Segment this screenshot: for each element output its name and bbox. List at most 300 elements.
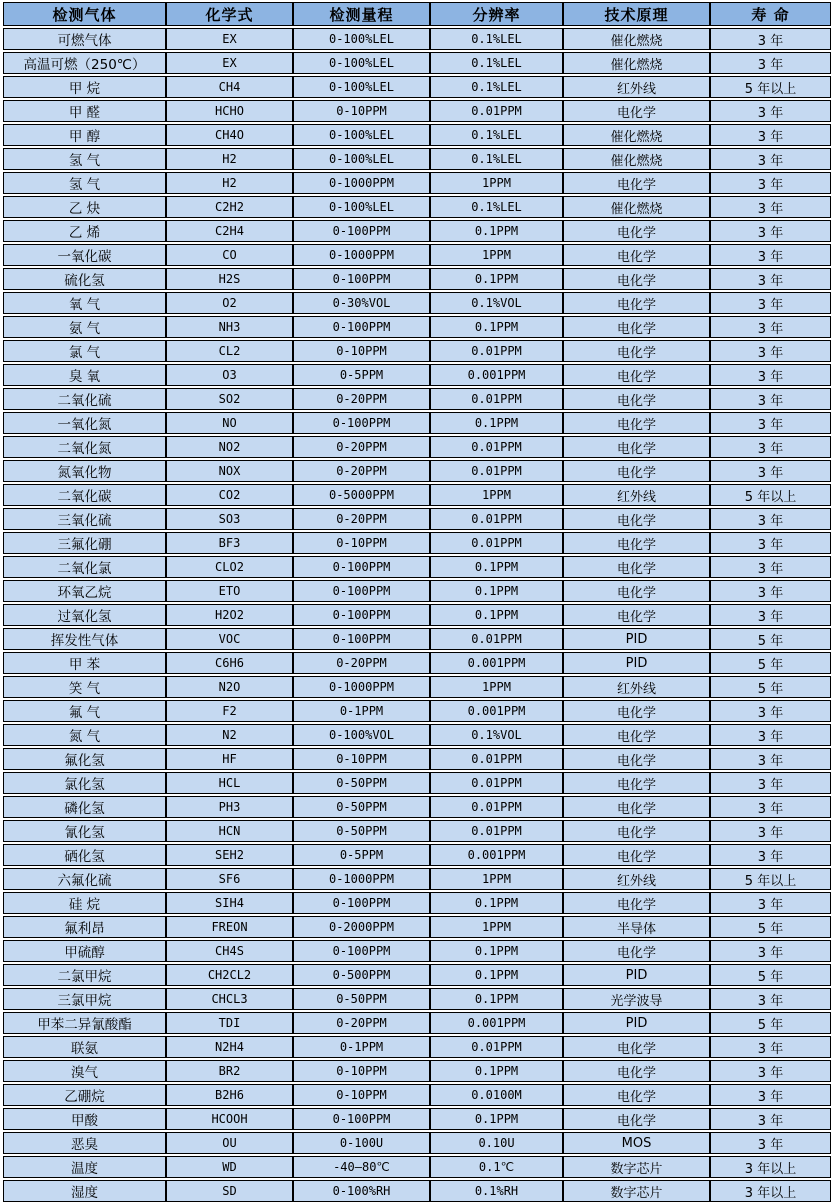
table-cell: HCL	[166, 772, 293, 794]
table-cell: 催化燃烧	[563, 52, 710, 74]
table-cell: 电化学	[563, 700, 710, 722]
table-row	[3, 532, 831, 554]
table-cell: 0.01PPM	[430, 508, 563, 530]
table-cell: 甲硫醇	[3, 940, 166, 962]
table-cell: 3 年	[710, 580, 831, 602]
table-cell: 0.1%LEL	[430, 124, 563, 146]
table-cell: 3 年	[710, 172, 831, 194]
table-cell: ETO	[166, 580, 293, 602]
table-row	[3, 892, 831, 914]
table-cell: 氟利昂	[3, 916, 166, 938]
table-cell: PID	[563, 652, 710, 674]
table-cell: 电化学	[563, 220, 710, 242]
table-cell: 0.10U	[430, 1132, 563, 1154]
table-cell: 3 年	[710, 460, 831, 482]
table-cell: 0-100PPM	[293, 1108, 430, 1130]
table-cell: 红外线	[563, 868, 710, 890]
table-cell: 乙硼烷	[3, 1084, 166, 1106]
table-cell: 5 年	[710, 652, 831, 674]
table-cell: 0.01PPM	[430, 820, 563, 842]
table-cell: CH4O	[166, 124, 293, 146]
table-cell: 3 年	[710, 508, 831, 530]
table-cell: 电化学	[563, 1108, 710, 1130]
table-cell: 5 年	[710, 916, 831, 938]
table-cell: 0.001PPM	[430, 652, 563, 674]
column-header-4: 分辨率	[430, 2, 563, 26]
table-cell: 3 年	[710, 28, 831, 50]
table-cell: 3 年	[710, 52, 831, 74]
table-cell: 3 年	[710, 604, 831, 626]
table-cell: 1PPM	[430, 676, 563, 698]
table-cell: 氢 气	[3, 148, 166, 170]
table-cell: 0-20PPM	[293, 388, 430, 410]
table-cell: 0-100PPM	[293, 556, 430, 578]
table-cell: C2H2	[166, 196, 293, 218]
table-cell: 红外线	[563, 484, 710, 506]
table-row	[3, 1132, 831, 1154]
table-cell: 0-100PPM	[293, 412, 430, 434]
table-cell: 0.1%LEL	[430, 52, 563, 74]
table-cell: 0.01PPM	[430, 340, 563, 362]
table-cell: 0-20PPM	[293, 460, 430, 482]
table-cell: 0-50PPM	[293, 820, 430, 842]
table-cell: 3 年	[710, 292, 831, 314]
table-cell: 3 年	[710, 148, 831, 170]
table-cell: O2	[166, 292, 293, 314]
table-cell: 0-100%LEL	[293, 196, 430, 218]
table-cell: 硫化氢	[3, 268, 166, 290]
table-cell: 0.01PPM	[430, 628, 563, 650]
table-row	[3, 556, 831, 578]
table-cell: 5 年	[710, 1012, 831, 1034]
table-cell: 一氧化碳	[3, 244, 166, 266]
table-cell: 电化学	[563, 772, 710, 794]
table-row	[3, 148, 831, 170]
table-cell: 3 年	[710, 364, 831, 386]
table-cell: 甲 醛	[3, 100, 166, 122]
table-cell: 0-100%LEL	[293, 52, 430, 74]
table-row	[3, 292, 831, 314]
table-cell: 0.1PPM	[430, 940, 563, 962]
table-cell: 3 年	[710, 436, 831, 458]
table-cell: 0.1%LEL	[430, 76, 563, 98]
table-row	[3, 508, 831, 530]
table-cell: 挥发性气体	[3, 628, 166, 650]
table-row	[3, 604, 831, 626]
table-row	[3, 844, 831, 866]
table-cell: 可燃气体	[3, 28, 166, 50]
table-row	[3, 964, 831, 986]
table-cell: 0-10PPM	[293, 1060, 430, 1082]
table-cell: 甲 苯	[3, 652, 166, 674]
table-cell: 光学波导	[563, 988, 710, 1010]
table-cell: 3 年	[710, 1060, 831, 1082]
table-cell: 3 年	[710, 124, 831, 146]
table-cell: SIH4	[166, 892, 293, 914]
table-cell: 3 年	[710, 700, 831, 722]
table-cell: 0.1PPM	[430, 316, 563, 338]
table-cell: 1PPM	[430, 484, 563, 506]
table-cell: HCN	[166, 820, 293, 842]
table-cell: CH4S	[166, 940, 293, 962]
table-cell: 电化学	[563, 1060, 710, 1082]
table-cell: N2O	[166, 676, 293, 698]
table-cell: 0.1PPM	[430, 412, 563, 434]
table-cell: CL2	[166, 340, 293, 362]
table-cell: 电化学	[563, 388, 710, 410]
table-cell: 0-10PPM	[293, 340, 430, 362]
table-cell: 电化学	[563, 820, 710, 842]
table-cell: 0-5PPM	[293, 364, 430, 386]
table-cell: 0.1PPM	[430, 556, 563, 578]
table-cell: H2	[166, 148, 293, 170]
table-cell: 3 年	[710, 1108, 831, 1130]
table-cell: 磷化氢	[3, 796, 166, 818]
table-row	[3, 796, 831, 818]
table-cell: HCHO	[166, 100, 293, 122]
table-cell: 5 年以上	[710, 484, 831, 506]
table-cell: 氧 气	[3, 292, 166, 314]
table-cell: 3 年	[710, 1132, 831, 1154]
table-cell: 0-1000PPM	[293, 676, 430, 698]
table-body	[3, 28, 831, 1202]
table-cell: 3 年	[710, 340, 831, 362]
table-cell: -40—80℃	[293, 1156, 430, 1178]
table-cell: 5 年以上	[710, 868, 831, 890]
table-cell: 0.1PPM	[430, 580, 563, 602]
table-cell: SD	[166, 1180, 293, 1202]
table-row	[3, 676, 831, 698]
table-cell: F2	[166, 700, 293, 722]
table-cell: 高温可燃（250℃）	[3, 52, 166, 74]
table-cell: 0-10PPM	[293, 532, 430, 554]
table-row	[3, 1084, 831, 1106]
table-cell: 笑 气	[3, 676, 166, 698]
table-cell: 3 年	[710, 772, 831, 794]
table-cell: 0.0100M	[430, 1084, 563, 1106]
table-cell: 0-100%LEL	[293, 148, 430, 170]
table-cell: 电化学	[563, 172, 710, 194]
table-row	[3, 916, 831, 938]
table-row	[3, 124, 831, 146]
table-cell: H2O2	[166, 604, 293, 626]
table-cell: N2	[166, 724, 293, 746]
table-cell: 催化燃烧	[563, 148, 710, 170]
table-row	[3, 1060, 831, 1082]
table-cell: 3 年	[710, 724, 831, 746]
column-header-1: 检测气体	[3, 2, 166, 26]
table-cell: WD	[166, 1156, 293, 1178]
table-cell: PID	[563, 1012, 710, 1034]
table-cell: 二氧化硫	[3, 388, 166, 410]
table-cell: 氟 气	[3, 700, 166, 722]
table-cell: 1PPM	[430, 916, 563, 938]
table-cell: 环氧乙烷	[3, 580, 166, 602]
table-cell: 0-20PPM	[293, 436, 430, 458]
table-cell: 0-100PPM	[293, 316, 430, 338]
table-cell: 0-100PPM	[293, 940, 430, 962]
table-cell: EX	[166, 28, 293, 50]
table-row	[3, 988, 831, 1010]
table-cell: 0.01PPM	[430, 1036, 563, 1058]
table-row	[3, 52, 831, 74]
table-cell: 3 年	[710, 556, 831, 578]
table-cell: EX	[166, 52, 293, 74]
table-row	[3, 364, 831, 386]
table-cell: 0.01PPM	[430, 100, 563, 122]
table-cell: 0-100PPM	[293, 580, 430, 602]
table-row	[3, 1108, 831, 1130]
column-header-6: 寿 命	[710, 2, 831, 26]
table-cell: 0.01PPM	[430, 460, 563, 482]
table-cell: C2H4	[166, 220, 293, 242]
table-row	[3, 460, 831, 482]
table-cell: 3 年	[710, 196, 831, 218]
table-row	[3, 316, 831, 338]
table-cell: 3 年	[710, 844, 831, 866]
table-row	[3, 484, 831, 506]
table-cell: 3 年	[710, 796, 831, 818]
table-cell: 电化学	[563, 268, 710, 290]
table-cell: 3 年	[710, 388, 831, 410]
table-cell: 0.1PPM	[430, 220, 563, 242]
table-cell: 电化学	[563, 796, 710, 818]
table-row	[3, 412, 831, 434]
table-cell: 催化燃烧	[563, 28, 710, 50]
table-cell: 电化学	[563, 100, 710, 122]
table-cell: HCOOH	[166, 1108, 293, 1130]
table-cell: 电化学	[563, 292, 710, 314]
table-cell: 3 年	[710, 892, 831, 914]
table-cell: 电化学	[563, 316, 710, 338]
table-cell: NO2	[166, 436, 293, 458]
header-row	[3, 2, 831, 26]
table-cell: 3 年	[710, 412, 831, 434]
table-cell: 0-5000PPM	[293, 484, 430, 506]
table-cell: 电化学	[563, 724, 710, 746]
table-cell: O3	[166, 364, 293, 386]
table-cell: 0-50PPM	[293, 772, 430, 794]
table-cell: 3 年	[710, 1084, 831, 1106]
table-cell: 0.01PPM	[430, 436, 563, 458]
table-cell: 5 年	[710, 964, 831, 986]
table-cell: 氮氧化物	[3, 460, 166, 482]
table-row	[3, 388, 831, 410]
table-cell: 0-5PPM	[293, 844, 430, 866]
table-row	[3, 172, 831, 194]
table-cell: 0-20PPM	[293, 1012, 430, 1034]
table-cell: 电化学	[563, 1036, 710, 1058]
table-cell: BF3	[166, 532, 293, 554]
table-cell: 甲酸	[3, 1108, 166, 1130]
table-cell: 0.1PPM	[430, 268, 563, 290]
table-cell: NH3	[166, 316, 293, 338]
column-header-3: 检测量程	[293, 2, 430, 26]
table-cell: 催化燃烧	[563, 124, 710, 146]
table-cell: 硒化氢	[3, 844, 166, 866]
table-cell: 5 年以上	[710, 76, 831, 98]
table-cell: 二氧化氮	[3, 436, 166, 458]
table-cell: CLO2	[166, 556, 293, 578]
table-cell: 数字芯片	[563, 1156, 710, 1178]
table-cell: 氢 气	[3, 172, 166, 194]
table-cell: 3 年	[710, 268, 831, 290]
table-cell: 联氨	[3, 1036, 166, 1058]
table-row	[3, 196, 831, 218]
table-cell: 3 年	[710, 220, 831, 242]
table-cell: 电化学	[563, 844, 710, 866]
table-cell: 乙 炔	[3, 196, 166, 218]
table-cell: 甲 醇	[3, 124, 166, 146]
table-cell: BR2	[166, 1060, 293, 1082]
table-cell: 半导体	[563, 916, 710, 938]
table-cell: 电化学	[563, 340, 710, 362]
table-cell: 1PPM	[430, 868, 563, 890]
table-row	[3, 1156, 831, 1178]
table-row	[3, 748, 831, 770]
table-row	[3, 700, 831, 722]
table-row	[3, 100, 831, 122]
table-cell: CO2	[166, 484, 293, 506]
table-cell: 0-100PPM	[293, 268, 430, 290]
table-cell: 0-20PPM	[293, 652, 430, 674]
table-cell: SF6	[166, 868, 293, 890]
table-cell: 甲 烷	[3, 76, 166, 98]
table-cell: 氟化氢	[3, 748, 166, 770]
table-cell: FREON	[166, 916, 293, 938]
table-cell: 六氟化硫	[3, 868, 166, 890]
table-cell: 数字芯片	[563, 1180, 710, 1202]
table-row	[3, 772, 831, 794]
table-cell: 3 年	[710, 820, 831, 842]
table-cell: 0.1%LEL	[430, 196, 563, 218]
table-cell: 0-1000PPM	[293, 244, 430, 266]
table-cell: 0-100%LEL	[293, 76, 430, 98]
table-row	[3, 340, 831, 362]
table-cell: 0.1%RH	[430, 1180, 563, 1202]
table-cell: CH4	[166, 76, 293, 98]
table-cell: B2H6	[166, 1084, 293, 1106]
table-cell: SO3	[166, 508, 293, 530]
table-cell: 3 年	[710, 532, 831, 554]
table-cell: PID	[563, 628, 710, 650]
table-cell: 电化学	[563, 508, 710, 530]
table-cell: 红外线	[563, 676, 710, 698]
table-row	[3, 244, 831, 266]
table-cell: 三氟化硼	[3, 532, 166, 554]
gas-detection-spec-table	[3, 0, 831, 1204]
table-cell: 电化学	[563, 532, 710, 554]
table-cell: 3 年	[710, 748, 831, 770]
table-cell: 二氧化碳	[3, 484, 166, 506]
table-cell: 3 年	[710, 988, 831, 1010]
table-cell: 5 年	[710, 676, 831, 698]
table-cell: 0.1PPM	[430, 604, 563, 626]
table-cell: 电化学	[563, 556, 710, 578]
table-cell: 0.1%LEL	[430, 148, 563, 170]
table-cell: 三氧化硫	[3, 508, 166, 530]
table-cell: 过氧化氢	[3, 604, 166, 626]
table-cell: 0-100PPM	[293, 628, 430, 650]
table-cell: 电化学	[563, 940, 710, 962]
table-cell: 0-50PPM	[293, 988, 430, 1010]
table-cell: 氮 气	[3, 724, 166, 746]
table-cell: N2H4	[166, 1036, 293, 1058]
table-cell: 0.001PPM	[430, 364, 563, 386]
table-cell: 电化学	[563, 580, 710, 602]
table-cell: 氯化氢	[3, 772, 166, 794]
table-cell: 0.001PPM	[430, 844, 563, 866]
table-cell: 3 年	[710, 940, 831, 962]
table-row	[3, 940, 831, 962]
table-row	[3, 76, 831, 98]
table-cell: 0.1%VOL	[430, 724, 563, 746]
table-cell: NO	[166, 412, 293, 434]
table-cell: 3 年以上	[710, 1156, 831, 1178]
table-cell: 3 年	[710, 1036, 831, 1058]
table-cell: 0.1%VOL	[430, 292, 563, 314]
table-cell: 0.01PPM	[430, 532, 563, 554]
table-cell: 电化学	[563, 1084, 710, 1106]
table-cell: 0-1000PPM	[293, 172, 430, 194]
table-row	[3, 724, 831, 746]
table-cell: 0.1PPM	[430, 964, 563, 986]
table-cell: 0-50PPM	[293, 796, 430, 818]
table-row	[3, 436, 831, 458]
column-header-2: 化学式	[166, 2, 293, 26]
table-cell: 温度	[3, 1156, 166, 1178]
table-cell: 0.01PPM	[430, 772, 563, 794]
table-cell: OU	[166, 1132, 293, 1154]
table-cell: 0-30%VOL	[293, 292, 430, 314]
table-cell: 0.01PPM	[430, 796, 563, 818]
table-cell: 0-100PPM	[293, 220, 430, 242]
table-cell: MOS	[563, 1132, 710, 1154]
table-cell: 0.1PPM	[430, 892, 563, 914]
table-cell: CHCL3	[166, 988, 293, 1010]
table-row	[3, 1012, 831, 1034]
table-cell: 3 年以上	[710, 1180, 831, 1202]
table-row	[3, 652, 831, 674]
table-cell: 0.001PPM	[430, 700, 563, 722]
table-row	[3, 868, 831, 890]
table-cell: 0-2000PPM	[293, 916, 430, 938]
table-cell: 0.01PPM	[430, 748, 563, 770]
table-cell: 0-10PPM	[293, 748, 430, 770]
table-row	[3, 220, 831, 242]
table-row	[3, 1036, 831, 1058]
column-header-5: 技术原理	[563, 2, 710, 26]
table-cell: 0-100%LEL	[293, 28, 430, 50]
table-cell: 0.1PPM	[430, 988, 563, 1010]
table-cell: 湿度	[3, 1180, 166, 1202]
table-cell: 红外线	[563, 76, 710, 98]
table-cell: 电化学	[563, 604, 710, 626]
table-cell: 0-10PPM	[293, 100, 430, 122]
table-cell: H2S	[166, 268, 293, 290]
table-row	[3, 268, 831, 290]
table-row	[3, 580, 831, 602]
table-cell: PH3	[166, 796, 293, 818]
table-cell: 氨 气	[3, 316, 166, 338]
table-cell: 一氧化氮	[3, 412, 166, 434]
table-cell: 0-1PPM	[293, 700, 430, 722]
table-cell: 1PPM	[430, 244, 563, 266]
table-cell: HF	[166, 748, 293, 770]
table-cell: 0-20PPM	[293, 508, 430, 530]
table-cell: 电化学	[563, 460, 710, 482]
table-header	[3, 2, 831, 26]
